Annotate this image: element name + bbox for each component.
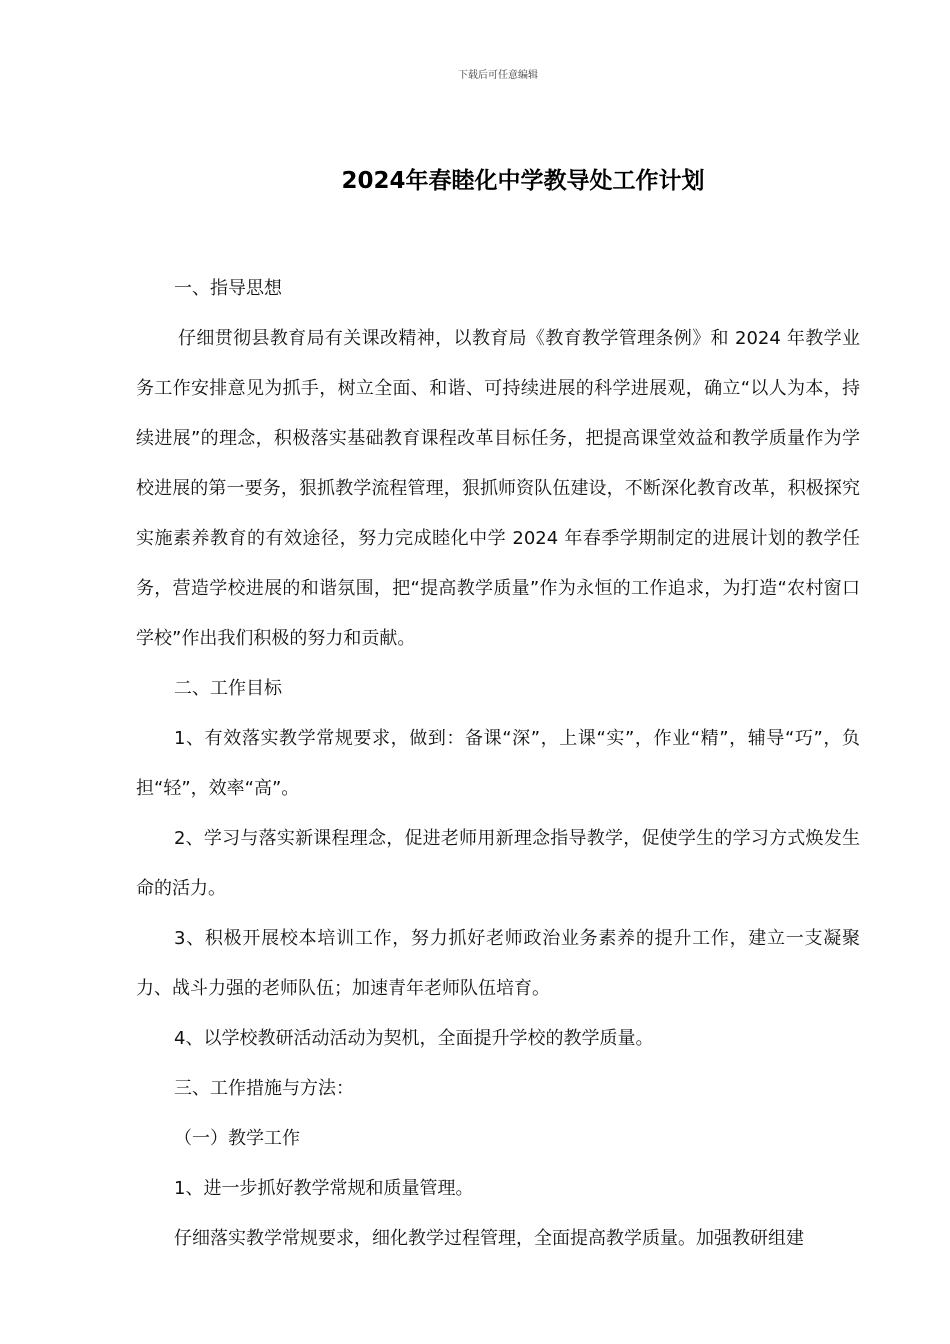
goal-item-1: 1、有效落实教学常规要求，做到：备课“深”，上课“实”，作业“精”，辅导“巧”，负担“轻”，效率“高”。 [136,728,860,799]
document-title: 2024年春睦化中学教导处工作计划 [341,168,705,194]
section-heading-guiding-thought: 一、指导思想 [174,278,282,299]
section-heading-measures: 三、工作措施与方法： [174,1078,354,1099]
paragraph-guiding-thought: 仔细贯彻县教育局有关课改精神，以教育局《教育教学管理条例》和 2024 年教学业务工作安排意见为抓手，树立全面、和谐、可持续进展的科学进展观，确立“以人为本，持续进展”的理念，积极落实基础教育课程改革目标任务，把提高课堂效益和教学质量作为学校进展的第一要务，狠抓教学流程管理，狠抓师资队伍建设，不断深化教育改革，积极探究实施素养教育的有效途径，努力完成睦化中学 2024 年春季学期制定的进展计划的教学任务，营造学校进展的和谐氛围，把“提高教学质量”作为永恒的工作追求，为打造“农村窗口学校”作出我们积极的努力和贡献。 [136,328,860,649]
section-heading-work-goals: 二、工作目标 [174,678,282,699]
goal-item-4: 4、以学校教研活动活动为契机，全面提升学校的教学质量。 [174,1028,654,1049]
paragraph-measure-1: 仔细落实教学常规要求，细化教学过程管理，全面提高教学质量。加强教研组建 [174,1228,804,1249]
document-body [136,264,860,1264]
measure-item-1: 1、进一步抓好教学常规和质量管理。 [174,1178,474,1199]
goal-item-2: 2、学习与落实新课程理念，促进老师用新理念指导教学，促使学生的学习方式焕发生命的活力。 [136,828,860,899]
subsection-heading-teaching-work: （一）教学工作 [174,1128,300,1149]
page-header-note: 下载后可任意编辑 [458,70,538,81]
goal-item-3: 3、积极开展校本培训工作，努力抓好老师政治业务素养的提升工作，建立一支凝聚力、战斗力强的老师队伍；加速青年老师队伍培育。 [136,928,860,999]
